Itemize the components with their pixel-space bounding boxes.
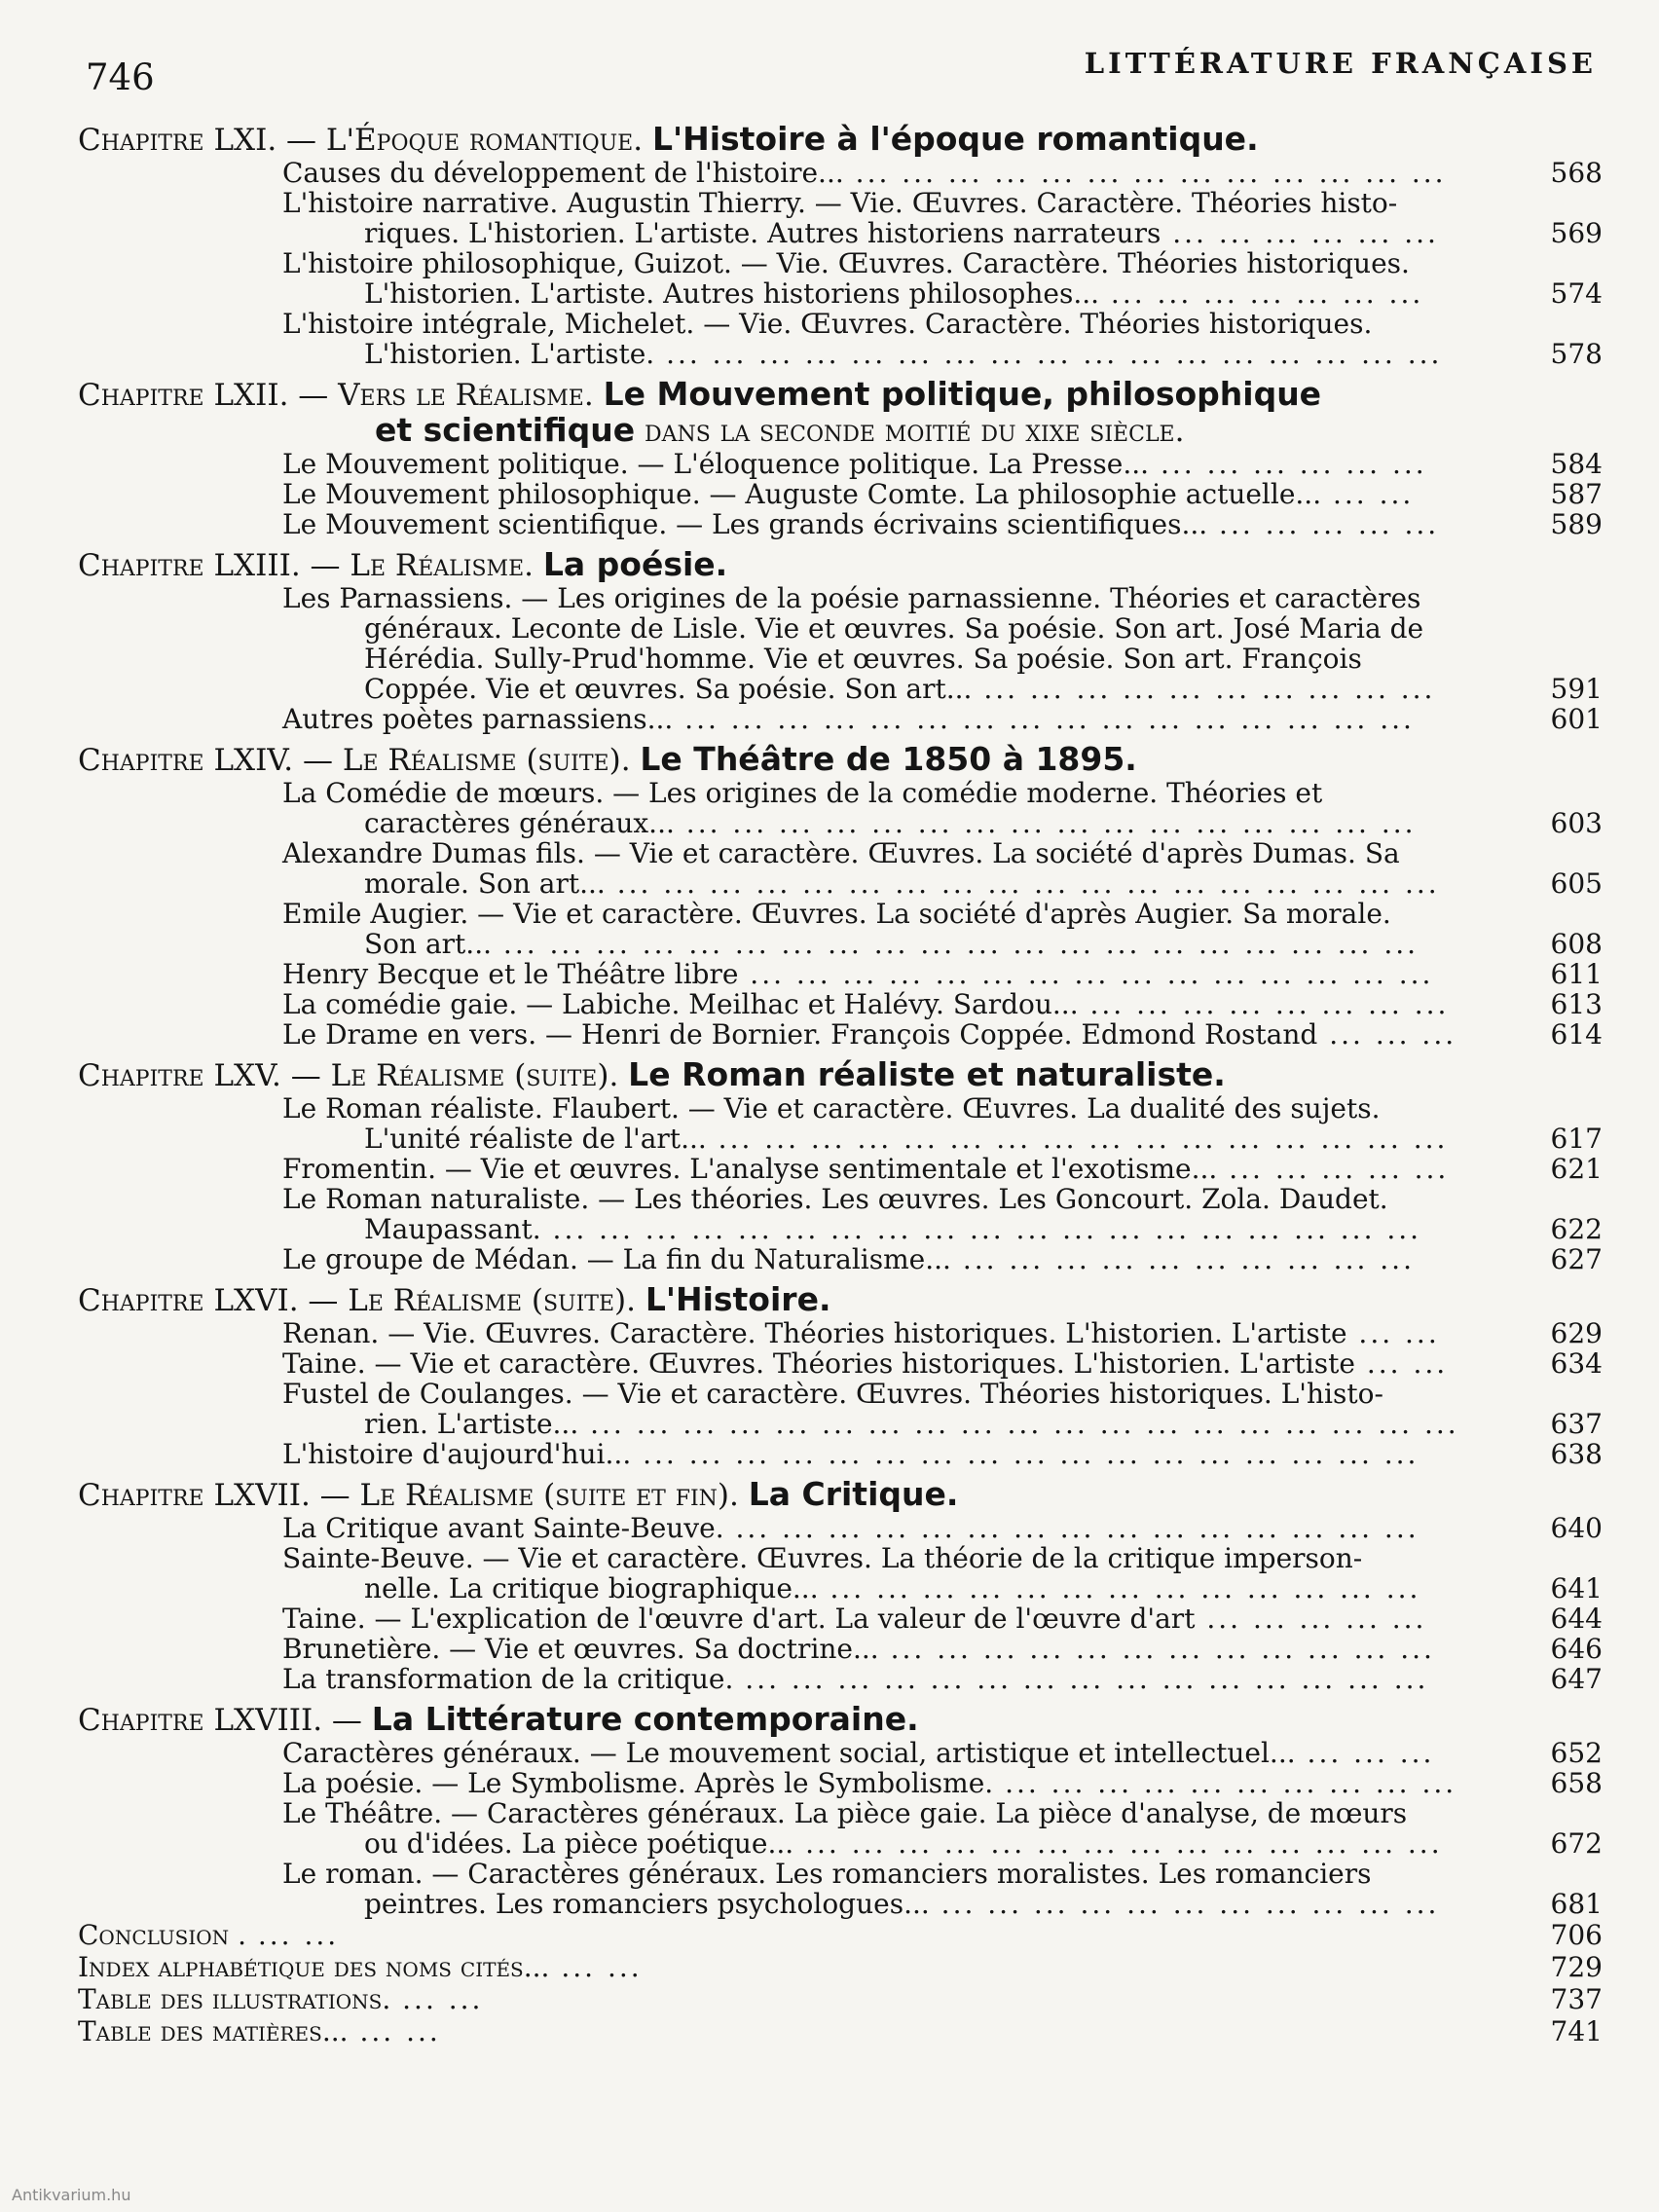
entry-text: Emile Augier. — Vie et caractère. Œuvres. La société d'après Augier. Sa morale. [282, 898, 1391, 930]
dot-leader: ... ... ... ... ... ... ... ... ... ... ... [929, 1888, 1440, 1920]
chapter-suffix: dans la seconde moitié du xixe siècle. [644, 414, 1185, 449]
chapter-title: La Littérature contemporaine. [371, 1700, 919, 1738]
entry-text: peintres. Les romanciers psychologues... ... ... ... ... ... ... ... ... ... ... ... [364, 1888, 1440, 1920]
chapter-title: La Critique. [748, 1475, 959, 1513]
dot-leader: ... ... ... ... ... ... ... ... ... ... [950, 1243, 1415, 1275]
entry-text: Henry Becque et le Théâtre libre ... ... ... ... ... ... ... ... ... ... ... ... ... ... ... [282, 958, 1434, 990]
chapter-title: Le Théâtre de 1850 à 1895. [640, 740, 1137, 778]
chapter-prefix: Chapitre LXVIII. — [78, 1703, 362, 1738]
page-ref: 647 [1550, 1663, 1603, 1695]
toc-entry [282, 449, 1601, 479]
chapter-prefix: Chapitre LXI. — L'Époque romantique. [78, 123, 644, 158]
dot-leader: ... ... ... ... ... ... ... ... ... ... ... ... ... ... ... ... ... [654, 338, 1443, 370]
toc-entry [282, 1513, 1601, 1543]
entry-text: Le Roman naturaliste. — Les théories. Les œuvres. Les Goncourt. Zola. Daudet. [282, 1183, 1388, 1215]
entry-text: Le Drame en vers. — Henri de Bornier. François Coppée. Edmond Rostand ... ... ... [282, 1018, 1457, 1051]
dot-leader: ... ... ... ... ... ... ... ... ... ... ... ... ... ... ... [733, 1663, 1429, 1695]
entry-text: La poésie. — Le Symbolisme. Après le Symbolisme. ... ... ... ... ... ... ... ... ... ... [282, 1767, 1457, 1799]
entry-text: Renan. — Vie. Œuvres. Caractère. Théories historiques. L'historien. L'artiste ... ... [282, 1317, 1440, 1349]
dot-leader: ... ... ... ... ... ... ... ... ... ... ... ... ... ... ... [738, 958, 1434, 990]
toc-entry [282, 188, 1601, 248]
page-ref: 646 [1550, 1633, 1603, 1665]
entry-text: La Comédie de mœurs. — Les origines de la comédie moderne. Théories et [282, 777, 1323, 809]
back-matter-label: Conclusion . [78, 1919, 246, 1951]
entry-text: Le Mouvement philosophique. — Auguste Comte. La philosophie actuelle... ... ... [282, 478, 1415, 510]
entry-text: riques. L'historien. L'artiste. Autres historiens narrateurs ... ... ... ... ... ... [364, 217, 1439, 249]
entry-text: L'histoire philosophique, Guizot. — Vie. Œuvres. Caractère. Théories historiques. [282, 247, 1410, 279]
page-ref: 613 [1550, 988, 1603, 1020]
entry-text: Coppée. Vie et œuvres. Sa poésie. Son art... ... ... ... ... ... ... ... ... ... ... [364, 673, 1436, 705]
dot-leader: ... ... ... ... ... ... ... ... ... ... [972, 673, 1436, 705]
dot-leader: ... ... ... ... ... ... ... ... ... ... ... ... ... [818, 1572, 1421, 1604]
page-ref: 706 [1550, 1919, 1603, 1951]
dot-leader: ... ... ... [1317, 1018, 1457, 1051]
dot-leader: ... ... ... [1295, 1737, 1435, 1769]
entry-text: généraux. Leconte de Lisle. Vie et œuvres. Sa poésie. Son art. José Maria de [364, 612, 1424, 645]
chapter-title: L'Histoire. [645, 1280, 831, 1318]
running-title: LITTÉRATURE FRANÇAISE [1084, 47, 1597, 80]
entry-text: Le Théâtre. — Caractères généraux. La pièce gaie. La pièce d'analyse, de mœurs [282, 1797, 1408, 1829]
page-number: 746 [86, 56, 155, 98]
toc-entry [282, 1093, 1601, 1154]
entry-text: L'histoire d'aujourd'hui... ... ... ... ... ... ... ... ... ... ... ... ... ... ... ... ... ... [282, 1438, 1419, 1470]
toc-entry [282, 1738, 1601, 1768]
chapter-heading [78, 1057, 1601, 1093]
page-ref: 569 [1550, 217, 1603, 249]
page-ref: 603 [1550, 807, 1603, 839]
page-ref: 644 [1550, 1603, 1603, 1635]
dot-leader: ... ... ... ... ... ... ... ... ... ... ... ... ... ... ... ... [706, 1123, 1449, 1155]
page-ref: 737 [1550, 1983, 1603, 2015]
dot-leader: ... ... [348, 2015, 441, 2047]
toc-entry [282, 1348, 1601, 1379]
toc-entry [282, 1019, 1601, 1050]
toc-entry [282, 1634, 1601, 1664]
chapter-title: L'Histoire à l'époque romantique. [651, 120, 1259, 158]
dot-leader: ... ... ... ... ... ... ... ... ... ... [993, 1767, 1457, 1799]
entry-text: Le Mouvement scientifique. — Les grands écrivains scientifiques... ... ... ... ... ... [282, 508, 1440, 540]
page-ref: 729 [1550, 1951, 1603, 1983]
page-ref: 658 [1550, 1767, 1603, 1799]
toc-entry [282, 1768, 1601, 1798]
page-ref: 629 [1550, 1317, 1603, 1349]
dot-leader: ... ... [549, 1951, 643, 1983]
dot-leader: ... ... ... ... ... ... ... ... ... ... ... ... ... ... ... ... [674, 807, 1417, 839]
chapter-prefix: Chapitre LXVI. — Le Réalisme (suite). [78, 1283, 636, 1318]
entry-text: La comédie gaie. — Labiche. Meilhac et Halévy. Sardou... ... ... ... ... ... ... ... ... [282, 988, 1450, 1020]
chapter-prefix: Chapitre LXV. — Le Réalisme (suite). [78, 1058, 619, 1093]
dot-leader: ... ... ... ... ... ... ... ... ... ... ... ... ... ... ... ... ... ... [605, 867, 1440, 900]
page-ref: 584 [1550, 448, 1603, 480]
page-ref: 614 [1550, 1018, 1603, 1051]
entry-text: Taine. — L'explication de l'œuvre d'art. La valeur de l'œuvre d'art ... ... ... ... ... [282, 1603, 1427, 1635]
back-matter-label: Index alphabétique des noms cités... [78, 1951, 550, 1983]
entry-text: Fromentin. — Vie et œuvres. L'analyse sentimentale et l'exotisme... ... ... ... ... ... [282, 1153, 1450, 1185]
chapter-prefix: Chapitre LXIII. — Le Réalisme. [78, 548, 534, 583]
entry-text: Le groupe de Médan. — La fin du Naturalisme... ... ... ... ... ... ... ... ... ... ... [282, 1243, 1415, 1275]
dot-leader: ... ... ... ... ... [1217, 1153, 1450, 1185]
dot-leader: ... ... ... ... ... ... ... ... ... ... ... ... [878, 1633, 1435, 1665]
entry-text: ou d'idées. La pièce poétique... ... ... ... ... ... ... ... ... ... ... ... ... ... ... [364, 1827, 1443, 1860]
page-ref: 591 [1550, 673, 1603, 705]
entry-text: caractères généraux... ... ... ... ... ... ... ... ... ... ... ... ... ... ... ... ... [364, 807, 1417, 839]
toc-entry [282, 1244, 1601, 1274]
toc-entry [282, 704, 1601, 734]
chapter-heading [78, 547, 1601, 583]
entry-text: L'historien. L'artiste. Autres historiens philosophes... ... ... ... ... ... ... ... [364, 277, 1424, 310]
dot-leader: ... ... ... ... ... ... ... ... ... ... ... ... ... [843, 157, 1447, 189]
entry-text: Autres poètes parnassiens... ... ... ... ... ... ... ... ... ... ... ... ... ... ... ... ... [282, 703, 1415, 735]
page-ref: 605 [1550, 867, 1603, 900]
dot-leader: ... ... ... ... ... [1195, 1603, 1427, 1635]
back-matter-label: Table des matières... [78, 2015, 349, 2047]
page-ref: 652 [1550, 1737, 1603, 1769]
dot-leader: ... ... [1321, 478, 1415, 510]
dot-leader: ... ... ... ... ... [1207, 508, 1440, 540]
table-of-contents [78, 122, 1601, 2047]
entry-text: Sainte-Beuve. — Vie et caractère. Œuvres. La théorie de la critique imperson- [282, 1542, 1363, 1574]
entry-text: L'histoire intégrale, Michelet. — Vie. Œuvres. Caractère. Théories historiques. [282, 308, 1373, 340]
entry-text: Brunetière. — Vie et œuvres. Sa doctrine... ... ... ... ... ... ... ... ... ... ... ... ... [282, 1633, 1435, 1665]
chapter-heading [78, 742, 1601, 778]
dot-leader: ... ... ... ... ... ... [1149, 448, 1427, 480]
entry-text: Hérédia. Sully-Prud'homme. Vie et œuvres. Sa poésie. Son art. François [364, 643, 1362, 675]
chapter-prefix: Chapitre LXIV. — Le Réalisme (suite). [78, 743, 631, 778]
toc-entry [282, 1439, 1601, 1469]
page-ref: 681 [1550, 1888, 1603, 1920]
page-ref: 741 [1550, 2015, 1603, 2047]
entry-text: morale. Son art... ... ... ... ... ... ... ... ... ... ... ... ... ... ... ... ... ... ... [364, 867, 1440, 900]
entry-text: Le Mouvement politique. — L'éloquence politique. La Presse... ... ... ... ... ... ... [282, 448, 1427, 480]
dot-leader: ... ... ... ... ... ... ... ... ... ... ... ... ... ... ... ... ... ... ... [578, 1408, 1459, 1440]
page-ref: 641 [1550, 1572, 1603, 1604]
entry-text: L'unité réaliste de l'art... ... ... ... ... ... ... ... ... ... ... ... ... ... ... ... ... [364, 1123, 1449, 1155]
chapter-heading [78, 1477, 1601, 1513]
toc-entry [282, 899, 1601, 959]
dot-leader: ... ... ... ... ... ... ... ... ... ... ... ... ... ... ... ... [673, 703, 1415, 735]
toc-entry [282, 1379, 1601, 1439]
page-ref: 627 [1550, 1243, 1603, 1275]
toc-entry [282, 959, 1601, 989]
dot-leader: ... ... ... ... ... ... ... [1099, 277, 1424, 310]
page-ref: 568 [1550, 157, 1603, 189]
watermark: Antikvarium.hu [12, 2186, 131, 2204]
entry-text: Le roman. — Caractères généraux. Les romanciers moralistes. Les romanciers [282, 1858, 1372, 1890]
toc-entry [282, 778, 1601, 838]
dot-leader: ... ... [390, 1983, 484, 2015]
entry-text: Son art... ... ... ... ... ... ... ... ... ... ... ... ... ... ... ... ... ... ... ... ... [364, 928, 1419, 960]
chapter-title-continued: et scientifique [375, 411, 636, 449]
chapter-title: Le Roman réaliste et naturaliste. [628, 1055, 1226, 1093]
toc-entry [282, 1859, 1601, 1919]
page-ref: 589 [1550, 508, 1603, 540]
entry-text: Causes du développement de l'histoire... ... ... ... ... ... ... ... ... ... ... ... ... ... [282, 157, 1447, 189]
entry-text: Le Roman réaliste. Flaubert. — Vie et caractère. Œuvres. La dualité des sujets. [282, 1092, 1381, 1124]
page-ref: 637 [1550, 1408, 1603, 1440]
page-ref: 617 [1550, 1123, 1603, 1155]
dot-leader: ... ... [1354, 1347, 1449, 1380]
back-matter-entry [78, 1919, 1601, 1951]
page-ref: 638 [1550, 1438, 1603, 1470]
toc-entry [282, 479, 1601, 509]
chapter-heading [78, 122, 1601, 158]
dot-leader: ... ... ... ... ... ... ... ... ... ... ... ... ... ... ... ... ... ... ... [540, 1213, 1422, 1245]
chapter-prefix: Chapitre LXVII. — Le Réalisme (suite et fin). [78, 1478, 739, 1513]
entry-text: Maupassant. ... ... ... ... ... ... ... ... ... ... ... ... ... ... ... ... ... ... ... [364, 1213, 1422, 1245]
page-ref: 621 [1550, 1153, 1603, 1185]
chapter-prefix: Chapitre LXII. — Vers le Réalisme. [78, 378, 594, 413]
entry-text: Caractères généraux. — Le mouvement social, artistique et intellectuel... ... ... ... [282, 1737, 1435, 1769]
dot-leader: ... ... ... ... ... ... ... ... ... ... ... ... ... ... ... [723, 1512, 1419, 1544]
entry-text: Les Parnassiens. — Les origines de la poésie parnassienne. Théories et caractères [282, 582, 1421, 614]
page-ref: 640 [1550, 1512, 1603, 1544]
back-matter-entry [78, 2015, 1601, 2047]
toc-entry [282, 838, 1601, 899]
dot-leader: ... ... ... ... ... ... ... ... ... ... ... ... ... ... ... ... ... ... ... ... [492, 928, 1419, 960]
chapter-heading [78, 1702, 1601, 1738]
dot-leader: ... ... [1346, 1317, 1440, 1349]
entry-text: Fustel de Coulanges. — Vie et caractère. Œuvres. Théories historiques. L'histo- [282, 1378, 1383, 1410]
page-ref: 622 [1550, 1213, 1603, 1245]
toc-entry [282, 1318, 1601, 1348]
toc-entry [282, 1798, 1601, 1859]
page-ref: 601 [1550, 703, 1603, 735]
toc-entry [282, 1154, 1601, 1184]
toc-entry [282, 248, 1601, 309]
toc-entry [282, 309, 1601, 369]
page-ref: 578 [1550, 338, 1603, 370]
entry-text: L'histoire narrative. Augustin Thierry. — Vie. Œuvres. Caractère. Théories histo- [282, 187, 1398, 219]
page-ref: 574 [1550, 277, 1603, 310]
dot-leader: ... ... ... ... ... ... ... ... ... ... ... ... ... ... [793, 1827, 1443, 1860]
entry-text: Taine. — Vie et caractère. Œuvres. Théories historiques. L'historien. L'artiste ... ... [282, 1347, 1449, 1380]
entry-text: rien. L'artiste... ... ... ... ... ... ... ... ... ... ... ... ... ... ... ... ... ... ... ... [364, 1408, 1459, 1440]
entry-text: L'historien. L'artiste. ... ... ... ... ... ... ... ... ... ... ... ... ... ... ... ... ... [364, 338, 1443, 370]
toc-entry [282, 1664, 1601, 1694]
entry-text: nelle. La critique biographique... ... ... ... ... ... ... ... ... ... ... ... ... ... [364, 1572, 1421, 1604]
page-ref: 608 [1550, 928, 1603, 960]
toc-entry [282, 1543, 1601, 1604]
toc-entry [282, 158, 1601, 188]
entry-text: La transformation de la critique. ... ... ... ... ... ... ... ... ... ... ... ... ... ... ... [282, 1663, 1429, 1695]
dot-leader: ... ... [245, 1919, 340, 1951]
chapter-heading [78, 1282, 1601, 1318]
toc-entry [282, 583, 1601, 704]
dot-leader: ... ... ... ... ... ... ... ... ... ... ... ... ... ... ... ... ... [631, 1438, 1419, 1470]
chapter-heading [78, 377, 1601, 449]
back-matter-entry [78, 1983, 1601, 2015]
page-ref: 587 [1550, 478, 1603, 510]
toc-entry [282, 1604, 1601, 1634]
page-ref: 634 [1550, 1347, 1603, 1380]
chapter-title: Le Mouvement politique, philosophique [603, 375, 1322, 413]
back-matter-entry [78, 1951, 1601, 1983]
toc-entry [282, 1184, 1601, 1244]
chapter-title: La poésie. [542, 545, 728, 583]
entry-text: La Critique avant Sainte-Beuve. ... ... ... ... ... ... ... ... ... ... ... ... ... ... ... [282, 1512, 1419, 1544]
back-matter-label: Table des illustrations. [78, 1983, 391, 2015]
entry-text: Alexandre Dumas fils. — Vie et caractère. Œuvres. La société d'après Dumas. Sa [282, 837, 1400, 869]
dot-leader: ... ... ... ... ... ... ... ... [1078, 988, 1450, 1020]
page-ref: 611 [1550, 958, 1603, 990]
toc-entry [282, 509, 1601, 539]
dot-leader: ... ... ... ... ... ... [1161, 217, 1439, 249]
toc-entry [282, 989, 1601, 1019]
page-ref: 672 [1550, 1827, 1603, 1860]
